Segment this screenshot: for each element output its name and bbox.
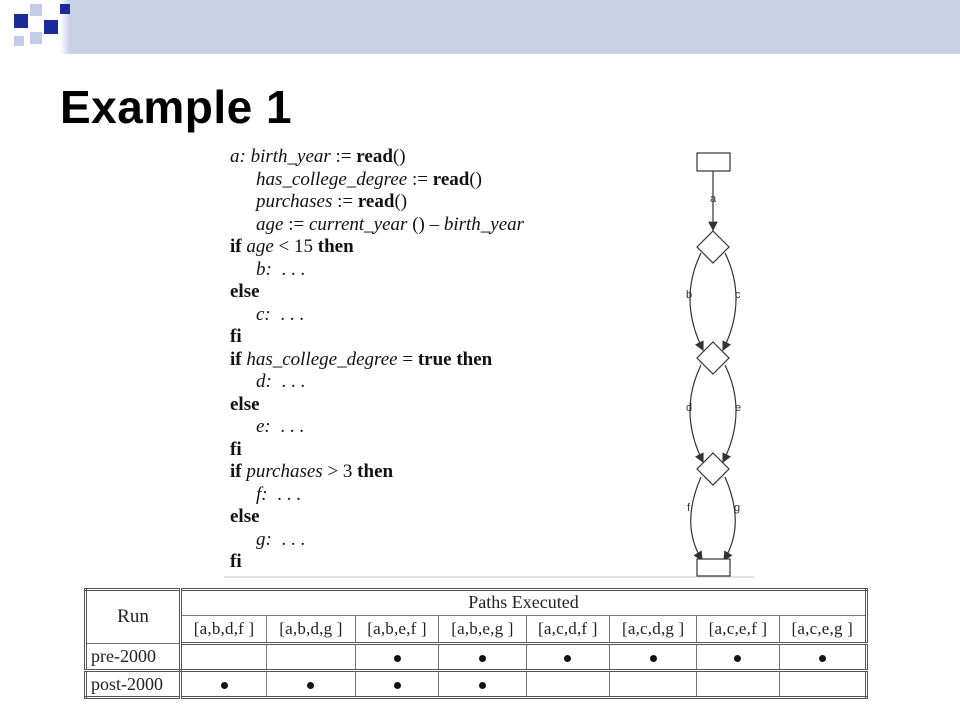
executed-dot: [650, 655, 657, 662]
table-cell: [779, 644, 866, 671]
path-header: [a,c,d,f ]: [526, 615, 609, 643]
edge-label-a: a: [710, 193, 717, 205]
table-cell: [439, 671, 526, 698]
executed-dot: [394, 655, 401, 662]
table-row: [86, 671, 867, 698]
code-line-3: purchases := read(): [256, 191, 408, 212]
decor-square-5: [14, 36, 24, 46]
table-cell: [439, 644, 526, 671]
path-header: [a,c,e,g ]: [779, 615, 866, 643]
code-line-7: else: [230, 281, 260, 302]
decor-square-6: [60, 4, 70, 14]
edge-f: [691, 477, 702, 560]
code-line-16: f: . . .: [256, 483, 301, 505]
code-listing: [230, 146, 575, 574]
table-cell: [181, 671, 267, 698]
run-label: pre-2000: [86, 644, 181, 671]
table-cell: [355, 644, 438, 671]
table-cell: [267, 644, 356, 671]
edge-label-f: f: [687, 502, 691, 514]
paths-table-container: [84, 588, 868, 694]
code-line-4: age := current_year () – birth_year: [256, 213, 525, 235]
decor-square-3: [44, 20, 58, 34]
executed-dot: [564, 655, 571, 662]
path-header: [a,c,d,g ]: [610, 615, 697, 643]
decision-node-1: [697, 231, 729, 263]
edge-label-e: e: [735, 402, 742, 414]
edge-label-d: d: [686, 402, 693, 414]
code-line-6: b: . . .: [256, 258, 306, 280]
code-line-15: if purchases > 3 then: [230, 461, 394, 482]
table-cell: [697, 644, 779, 671]
code-line-8: c: . . .: [256, 303, 305, 325]
table-cell: [526, 671, 609, 698]
code-line-18: g: . . .: [256, 528, 306, 550]
run-label: post-2000: [86, 671, 181, 698]
decor-square-1: [14, 14, 28, 28]
executed-dot: [479, 655, 486, 662]
path-header: [a,b,e,f ]: [355, 615, 438, 643]
code-line-17: else: [230, 506, 260, 527]
table-cell: [610, 671, 697, 698]
run-header: Run: [86, 590, 181, 644]
table-cell: [779, 671, 866, 698]
path-header: [a,b,e,g ]: [439, 615, 526, 643]
executed-dot: [819, 655, 826, 662]
code-line-1: a: birth_year := read(): [230, 146, 406, 167]
code-line-11: d: . . .: [256, 371, 306, 392]
table-cell: [267, 671, 356, 698]
path-header: [a,b,d,f ]: [181, 615, 267, 643]
table-cell: [610, 644, 697, 671]
path-header: [a,c,e,f ]: [697, 615, 779, 643]
decor-square-2: [30, 4, 42, 16]
slide-title: Example 1: [60, 81, 293, 133]
code-line-2: has_college_degree := read(): [256, 168, 482, 190]
table-cell: [526, 644, 609, 671]
edge-g: [724, 477, 735, 560]
edge-label-c: c: [735, 289, 741, 301]
edge-b: [690, 253, 703, 350]
code-line-9: fi: [230, 326, 242, 347]
code-line-12: else: [230, 393, 260, 415]
edge-label-g: g: [734, 502, 741, 514]
executed-dot: [221, 682, 228, 689]
paths-table: [84, 588, 868, 699]
decision-node-3: [697, 453, 729, 485]
table-cell: [355, 671, 438, 698]
edge-c: [723, 253, 736, 350]
path-header: [a,b,d,g ]: [267, 615, 356, 643]
edge-label-b: b: [686, 289, 693, 301]
executed-dot: [734, 655, 741, 662]
entry-node: [697, 153, 730, 171]
table-cell: [697, 671, 779, 698]
decor-square-4: [30, 32, 42, 44]
code-line-13: e: . . .: [256, 416, 305, 437]
title-bar-decoration: [0, 0, 960, 54]
code-line-10: if has_college_degree = true then: [230, 348, 493, 370]
code-line-19: fi: [230, 551, 242, 572]
executed-dot: [307, 682, 314, 689]
executed-dot: [394, 682, 401, 689]
code-line-14: fi: [230, 438, 242, 460]
code-line-5: if age < 15 then: [230, 236, 354, 257]
executed-dot: [479, 682, 486, 689]
table-cell: [181, 644, 267, 671]
exit-node: [697, 559, 730, 576]
paths-executed-header: Paths Executed: [181, 590, 867, 616]
table-row: [86, 644, 867, 671]
control-flow-graph: [640, 140, 780, 580]
